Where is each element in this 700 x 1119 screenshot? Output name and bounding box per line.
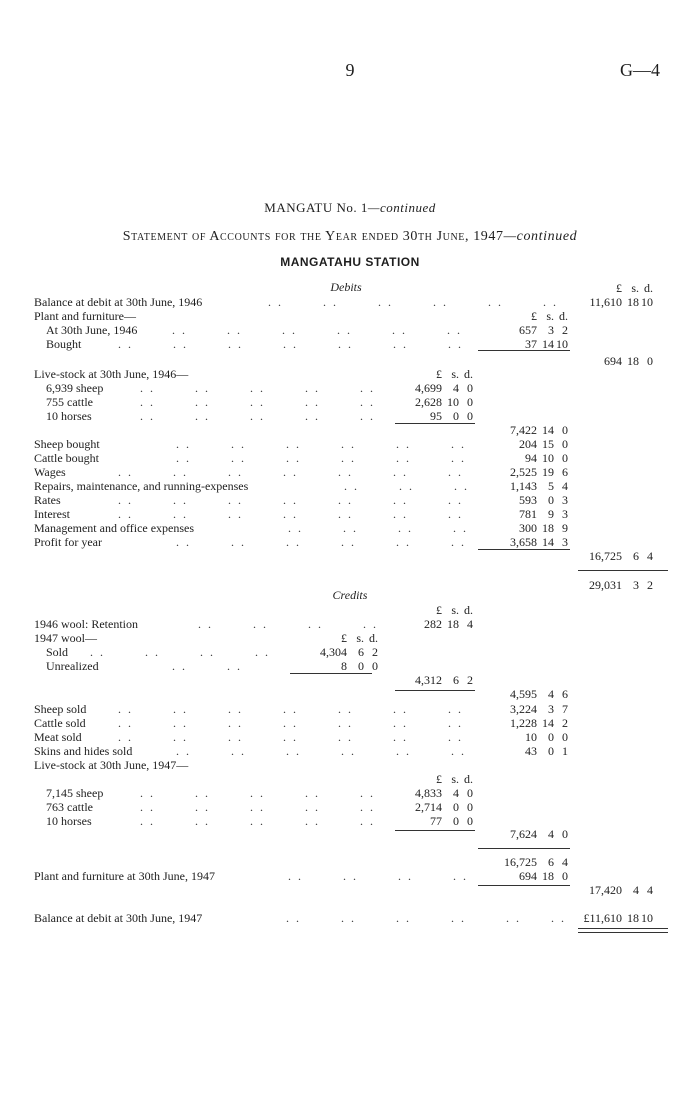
amount-pence: 0 <box>562 437 568 451</box>
debit-item-label: Rates <box>34 493 61 507</box>
amount-pounds: 2,714 <box>415 800 442 814</box>
credit-item-label: Skins and hides sold <box>34 744 133 758</box>
livestock-1946-label: Live-stock at 30th June, 1946— <box>34 367 189 381</box>
wool-item-label: Unrealized <box>46 659 99 673</box>
leader-dots: . . . . . . . . . . <box>140 395 375 409</box>
rule-line <box>578 928 668 929</box>
leader-dots: . . . . . . . . . . . . <box>172 323 462 337</box>
amount-pence: 2 <box>562 323 568 337</box>
amount-shillings: 18 <box>542 521 554 535</box>
rule-line <box>578 932 668 933</box>
amount-pence: 2 <box>467 673 473 687</box>
leader-dots: . . . . . . . . . . . . <box>286 911 566 925</box>
amount-pounds: £11,610 <box>583 911 622 925</box>
leader-dots: . . . . . . . . . . . . <box>176 451 466 465</box>
amount-pence: 3 <box>562 507 568 521</box>
balance-end-label: Balance at debit at 30th June, 1947 <box>34 911 203 925</box>
amount-shillings: 4 <box>453 786 459 800</box>
amount-pence: 0 <box>467 395 473 409</box>
amount-shillings: 5 <box>548 479 554 493</box>
amount-pence: 0 <box>562 869 568 883</box>
amount-pence: 0 <box>562 827 568 841</box>
amount-pounds: 1,143 <box>510 479 537 493</box>
plant-item-label: At 30th June, 1946 <box>46 323 138 337</box>
pounds-header: £ <box>436 772 442 786</box>
leader-dots: . . . . . . . . . . . . . . <box>118 493 463 507</box>
amount-pence: 0 <box>562 451 568 465</box>
amount-pence: 4 <box>562 479 568 493</box>
amount-shillings: 18 <box>627 911 639 925</box>
amount-pounds: 593 <box>519 493 537 507</box>
amount-shillings: 10 <box>447 395 459 409</box>
debit-item-label: Management and office expenses <box>34 521 195 535</box>
amount-pounds: 4,699 <box>415 381 442 395</box>
amount-shillings: 4 <box>548 687 554 701</box>
amount-shillings: 6 <box>548 855 554 869</box>
pounds-header: £ <box>436 603 442 617</box>
shillings-header: s. <box>451 603 459 617</box>
leader-dots: . . . . . . . . . . <box>140 381 375 395</box>
leader-dots: . . . . . . . . <box>90 645 270 659</box>
credit-item-label: Cattle sold <box>34 716 86 730</box>
amount-shillings: 18 <box>447 617 459 631</box>
plant-item-label: Bought <box>46 337 82 351</box>
amount-shillings: 6 <box>358 645 364 659</box>
rule-line <box>478 885 570 886</box>
amount-pence: 6 <box>562 465 568 479</box>
amount-pounds: 4,833 <box>415 786 442 800</box>
leader-dots: . . . . . . . . . . . . <box>176 437 466 451</box>
pence-header: d. <box>369 631 378 645</box>
amount-shillings: 0 <box>453 800 459 814</box>
statement-title <box>123 229 578 245</box>
shillings-header: s. <box>356 631 364 645</box>
amount-shillings: 4 <box>548 827 554 841</box>
rule-line <box>395 423 475 424</box>
amount-pounds: 3,224 <box>510 702 537 716</box>
leader-dots: . . . . . . . . . . <box>140 800 375 814</box>
leader-dots: . . . . . . . . . . . . . . <box>118 507 463 521</box>
amount-shillings: 10 <box>542 451 554 465</box>
rule-line <box>395 690 475 691</box>
amount-shillings: 14 <box>542 423 554 437</box>
amount-pounds: 2,525 <box>510 465 537 479</box>
report-title-text: MANGATU No. 1 <box>264 200 368 215</box>
rule-line <box>395 830 475 831</box>
amount-pence: 0 <box>372 659 378 673</box>
amount-pence: 9 <box>562 521 568 535</box>
amount-pounds: 16,725 <box>504 855 537 869</box>
amount-pence: 2 <box>647 578 653 592</box>
livestock-item-label: 10 horses <box>46 409 92 423</box>
page-reference: G—4 <box>620 60 660 80</box>
amount-shillings: 0 <box>548 744 554 758</box>
rule-line <box>478 350 570 351</box>
debit-item-label: Sheep bought <box>34 437 100 451</box>
amount-pounds: 43 <box>525 744 537 758</box>
leader-dots: . . . . . . . . . . <box>140 786 375 800</box>
amount-shillings: 14 <box>542 337 554 351</box>
amount-pence: 4 <box>647 549 653 563</box>
amount-pounds: 694 <box>604 354 622 368</box>
debit-item-label: Cattle bought <box>34 451 99 465</box>
amount-shillings: 18 <box>627 295 639 309</box>
pence-header: d. <box>644 281 653 295</box>
amount-pounds: 4,304 <box>320 645 347 659</box>
amount-pence: 0 <box>467 800 473 814</box>
leader-dots: . . . . . . . . . . . . . . <box>118 465 463 479</box>
amount-pounds: 4,312 <box>415 673 442 687</box>
amount-pounds: 1,228 <box>510 716 537 730</box>
amount-pence: 0 <box>562 423 568 437</box>
pence-header: d. <box>464 772 473 786</box>
amount-pence: 0 <box>467 381 473 395</box>
leader-dots: . . . . . . . . . . . . <box>176 744 466 758</box>
pounds-header: £ <box>436 367 442 381</box>
amount-pence: 1 <box>562 744 568 758</box>
wool-item-label: Sold <box>46 645 69 659</box>
page-number: 9 <box>345 60 355 80</box>
livestock-item-label: 7,145 sheep <box>46 786 104 800</box>
amount-pence: 7 <box>562 702 568 716</box>
livestock-item-label: 6,939 sheep <box>46 381 104 395</box>
amount-pence: 4 <box>467 617 473 631</box>
credits-heading: Credits <box>332 588 368 602</box>
amount-pounds: 282 <box>424 617 442 631</box>
amount-pounds: 2,628 <box>415 395 442 409</box>
report-title <box>264 201 435 215</box>
report-title-continued: —continued <box>367 200 436 215</box>
pence-header: d. <box>559 309 568 323</box>
amount-pence: 3 <box>562 535 568 549</box>
shillings-header: s. <box>451 772 459 786</box>
amount-shillings: 18 <box>627 354 639 368</box>
leader-dots: . . . . . . . . . . <box>140 409 375 423</box>
amount-pounds: 95 <box>430 409 442 423</box>
pounds-header: £ <box>341 631 347 645</box>
amount-shillings: 14 <box>542 535 554 549</box>
leader-dots: . . . . . . . . . . . . <box>268 295 558 309</box>
leader-dots: . . . . . . . . . . . . . . <box>118 702 463 716</box>
rule-line <box>478 549 570 550</box>
leader-dots: . . . . . . . . . . <box>140 814 375 828</box>
credit-item-label: Meat sold <box>34 730 82 744</box>
amount-pence: 2 <box>562 716 568 730</box>
livestock-item-label: 755 cattle <box>46 395 93 409</box>
livestock-item-label: 763 cattle <box>46 800 93 814</box>
leader-dots: . . . . . . . . <box>288 521 468 535</box>
pence-header: d. <box>464 367 473 381</box>
amount-pence: 10 <box>641 911 653 925</box>
statement-title-continued: —continued <box>503 229 578 244</box>
wool-1946-label: 1946 wool: Retention <box>34 617 138 631</box>
pounds-header: £ <box>531 309 537 323</box>
amount-shillings: 18 <box>542 869 554 883</box>
amount-shillings: 14 <box>542 716 554 730</box>
debit-item-label: Wages <box>34 465 66 479</box>
amount-shillings: 3 <box>548 702 554 716</box>
amount-pounds: 7,422 <box>510 423 537 437</box>
amount-pounds: 94 <box>525 451 537 465</box>
amount-shillings: 3 <box>633 578 639 592</box>
amount-pounds: 17,420 <box>589 883 622 897</box>
amount-pounds: 694 <box>519 869 537 883</box>
amount-pounds: 8 <box>341 659 347 673</box>
amount-pounds: 10 <box>525 730 537 744</box>
leader-dots: . . . . . . . . . . . . . . <box>118 716 463 730</box>
livestock-1947-label: Live-stock at 30th June, 1947— <box>34 758 189 772</box>
amount-pounds: 16,725 <box>589 549 622 563</box>
shillings-header: s. <box>451 367 459 381</box>
station-title: MANGATAHU STATION <box>280 255 420 269</box>
plant-1947-label: Plant and furniture at 30th June, 1947 <box>34 869 215 883</box>
amount-shillings: 6 <box>453 673 459 687</box>
amount-shillings: 0 <box>548 493 554 507</box>
leader-dots: . . . . . . . . <box>198 617 378 631</box>
amount-pence: 10 <box>556 337 568 351</box>
amount-pounds: 7,624 <box>510 827 537 841</box>
shillings-header: s. <box>631 281 639 295</box>
amount-pence: 4 <box>562 855 568 869</box>
amount-pounds: 300 <box>519 521 537 535</box>
amount-pence: 0 <box>467 409 473 423</box>
amount-shillings: 6 <box>633 549 639 563</box>
amount-pounds: 3,658 <box>510 535 537 549</box>
amount-shillings: 9 <box>548 507 554 521</box>
leader-dots: . . . . . . <box>344 479 469 493</box>
amount-shillings: 0 <box>453 409 459 423</box>
livestock-item-label: 10 horses <box>46 814 92 828</box>
amount-pounds: 204 <box>519 437 537 451</box>
amount-shillings: 4 <box>453 381 459 395</box>
shillings-header: s. <box>546 309 554 323</box>
amount-pence: 0 <box>647 354 653 368</box>
amount-pounds: 4,595 <box>510 687 537 701</box>
amount-shillings: 15 <box>542 437 554 451</box>
debit-item-label: Interest <box>34 507 70 521</box>
balance-start-label: Balance at debit at 30th June, 1946 <box>34 295 203 309</box>
amount-pounds: 11,610 <box>589 295 622 309</box>
amount-shillings: 4 <box>633 883 639 897</box>
leader-dots: . . . . . . . . . . . . <box>176 535 466 549</box>
leader-dots: . . . . . . . . . . . . . . <box>118 337 463 351</box>
pounds-header: £ <box>616 281 622 295</box>
leader-dots: . . . . . . . . <box>288 869 468 883</box>
rule-line <box>578 570 668 571</box>
amount-shillings: 0 <box>358 659 364 673</box>
amount-pounds: 781 <box>519 507 537 521</box>
amount-pence: 0 <box>467 814 473 828</box>
amount-pounds: 29,031 <box>589 578 622 592</box>
statement-title-text: Statement of Accounts for the Year ended 30th June, 1947 <box>122 229 504 244</box>
amount-pence: 10 <box>641 295 653 309</box>
amount-pence: 6 <box>562 687 568 701</box>
amount-shillings: 0 <box>453 814 459 828</box>
amount-pounds: 657 <box>519 323 537 337</box>
pence-header: d. <box>464 603 473 617</box>
amount-shillings: 0 <box>548 730 554 744</box>
amount-shillings: 19 <box>542 465 554 479</box>
credit-item-label: Sheep sold <box>34 702 87 716</box>
plant-label: Plant and furniture— <box>34 309 136 323</box>
amount-pence: 3 <box>562 493 568 507</box>
debit-item-label: Repairs, maintenance, and running-expenses <box>34 479 249 493</box>
amount-pounds: 77 <box>430 814 442 828</box>
leader-dots: . . . . <box>172 659 242 673</box>
leader-dots: . . . . . . . . . . . . . . <box>118 730 463 744</box>
amount-pence: 2 <box>372 645 378 659</box>
rule-line <box>290 673 372 674</box>
amount-pence: 4 <box>647 883 653 897</box>
wool-1947-label: 1947 wool— <box>34 631 97 645</box>
amount-pounds: 37 <box>525 337 537 351</box>
amount-pence: 0 <box>467 786 473 800</box>
debit-item-label: Profit for year <box>34 535 102 549</box>
amount-pence: 0 <box>562 730 568 744</box>
amount-shillings: 3 <box>548 323 554 337</box>
debits-heading: Debits <box>330 280 362 294</box>
rule-line <box>478 848 570 849</box>
